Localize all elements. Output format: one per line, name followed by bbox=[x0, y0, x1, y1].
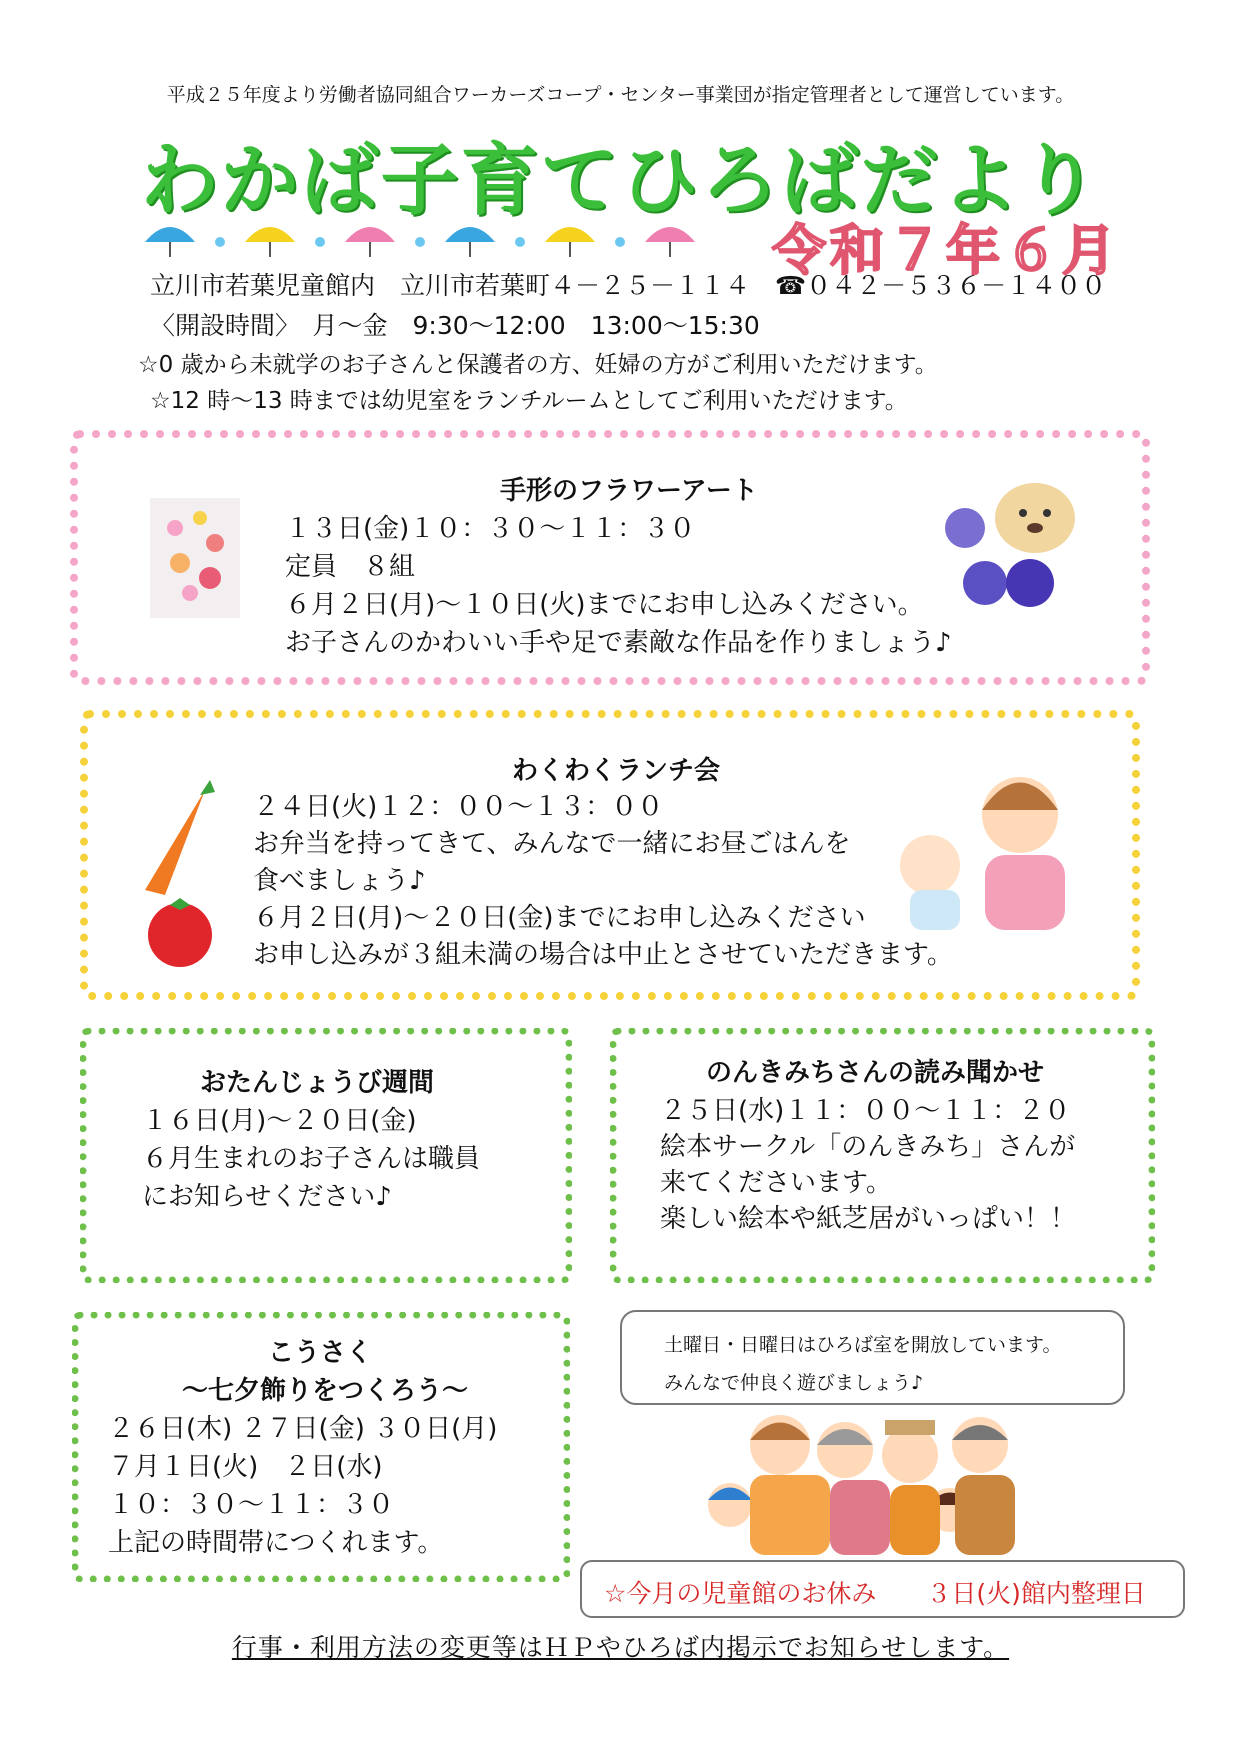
lunch-desc-1: お弁当を持ってきて、みんなで一緒にお昼ごはんを bbox=[253, 829, 851, 859]
reading-desc-1: 絵本サークル「のんきみち」さんが bbox=[660, 1132, 1076, 1162]
reading-time: ２５日(水)１１：００～１１：２０ bbox=[660, 1096, 1071, 1126]
lunch-apply: ６月２日(月)～２０日(金)までにお申し込みください bbox=[253, 903, 866, 933]
lunch-title: わくわくランチ会 bbox=[512, 756, 721, 786]
umbrella-icon bbox=[245, 227, 295, 257]
puppy-flower-illustration bbox=[935, 468, 1085, 618]
umbrella-icon bbox=[145, 227, 195, 257]
page-title: わかば子育てひろばだより bbox=[140, 136, 1101, 226]
lunch-desc-2: 食べましょう♪ bbox=[253, 866, 426, 896]
umbrella-icon bbox=[645, 227, 695, 257]
craft-dates-1: ２６日(木) ２７日(金) ３０日(月) bbox=[108, 1414, 498, 1444]
reading-desc-3: 楽しい絵本や紙芝居がいっぱい！！ bbox=[660, 1204, 1077, 1234]
umbrella-decoration bbox=[140, 212, 740, 262]
reading-desc-2: 来てくださいます。 bbox=[660, 1168, 892, 1198]
weekend-bubble bbox=[620, 1310, 1125, 1405]
opening-hours: 〈開設時間〉 月～金 9:30～12:00 13:00～15:30 bbox=[150, 311, 760, 340]
flower-art-time: １３日(金)１０：３０～１１：３０ bbox=[285, 514, 696, 544]
footer-note: 行事・利用方法の変更等はＨＰやひろば内掲示でお知らせします。 bbox=[231, 1633, 1010, 1662]
flower-art-capacity: 定員 ８組 bbox=[285, 552, 416, 582]
umbrella-icon bbox=[445, 227, 495, 257]
flower-art-apply: ６月２日(月)～１０日(火)までにお申し込みください。 bbox=[285, 590, 924, 620]
flower-art-desc: お子さんのかわいい手や足で素敵な作品を作りましょう♪ bbox=[285, 628, 952, 658]
closed-day-notice: ☆今月の児童館のお休み ３日(火)館内整理日 bbox=[580, 1560, 1185, 1618]
header-note: 平成２５年度より労働者協同組合ワーカーズコープ・センター事業団が指定管理者として運営しています。 bbox=[166, 84, 1075, 106]
reading-title: のんきみちさんの読み聞かせ bbox=[706, 1058, 1045, 1088]
eligibility-note: ☆0 歳から未就学のお子さんと保護者の方、妊婦の方がご利用いただけます。 bbox=[138, 352, 938, 378]
weekend-line-2: みんなで仲良く遊びましょう♪ bbox=[664, 1372, 924, 1394]
tomato-icon bbox=[148, 898, 212, 967]
birthday-desc-2: にお知らせください♪ bbox=[142, 1182, 392, 1212]
family-illustration bbox=[690, 1405, 1030, 1555]
address-line: 立川市若葉児童館内 立川市若葉町４－２５－１１４ ☎０４２－５３６－１４００ bbox=[150, 271, 1107, 300]
umbrella-icon bbox=[345, 227, 395, 257]
umbrella-icon bbox=[545, 227, 595, 257]
lunch-room-note: ☆12 時～13 時までは幼児室をランチルームとしてご利用いただけます。 bbox=[150, 388, 908, 414]
craft-time: １０：３０～１１：３０ bbox=[108, 1490, 395, 1520]
carrot-icon bbox=[145, 780, 215, 895]
craft-note: 上記の時間帯につくれます。 bbox=[108, 1528, 444, 1558]
birthday-dates: １６日(月)～２０日(金) bbox=[142, 1106, 417, 1136]
lunch-cancel-note: お申し込みが３組未満の場合は中止とさせていただきます。 bbox=[253, 940, 953, 970]
craft-title: こうさく bbox=[268, 1338, 373, 1368]
craft-dates-2: ７月１日(火) ２日(水) bbox=[108, 1452, 383, 1482]
issue-date: 令和７年６月 bbox=[772, 219, 1120, 282]
mother-baby-illustration bbox=[890, 760, 1115, 935]
craft-subtitle: ～七夕飾りをつくろう～ bbox=[182, 1376, 469, 1406]
lunch-time: ２４日(火)１２：００～１３：００ bbox=[253, 792, 664, 822]
flower-art-photo bbox=[150, 498, 240, 618]
vegetable-illustration bbox=[135, 780, 225, 970]
birthday-title: おたんじょうび週間 bbox=[200, 1068, 435, 1098]
birthday-desc-1: ６月生まれのお子さんは職員 bbox=[142, 1144, 481, 1174]
weekend-line-1: 土曜日・日曜日はひろば室を開放しています。 bbox=[664, 1334, 1062, 1356]
flower-art-title: 手形のフラワーアート bbox=[500, 476, 758, 506]
